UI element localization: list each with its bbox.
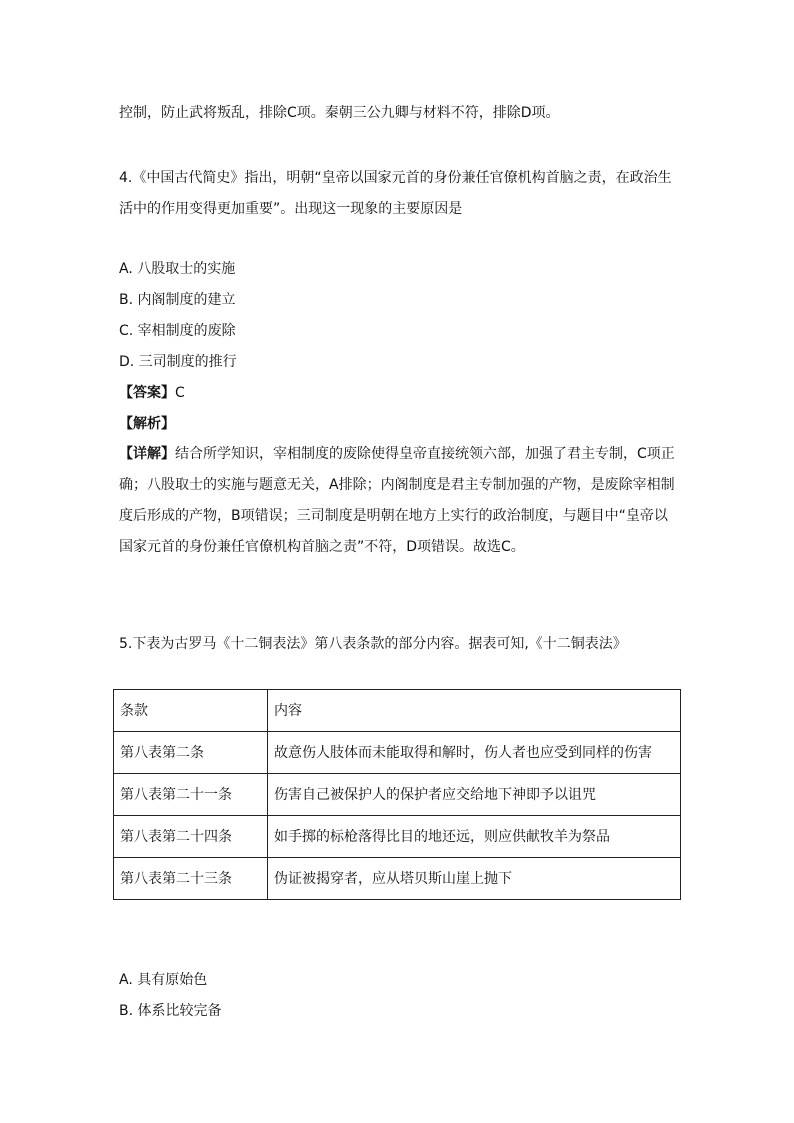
- question-4-option-d: D. 三司制度的推行: [119, 354, 237, 370]
- header-clause: 条款: [114, 690, 268, 732]
- content-cell: 伪证被揭穿者，应从塔贝斯山崖上抛下: [268, 858, 681, 900]
- detail-label: 【详解】: [119, 446, 175, 462]
- question-4-stem: 4.《中国古代简史》指出，明朝“皇帝以国家元首的身份兼任官僚机构首脑之责，在政治生活中的作用变得更加重要”。出现这一现象的主要原因是: [119, 170, 672, 217]
- analysis-label-text: 【解析】: [119, 416, 175, 432]
- clauses-table: [113, 689, 681, 900]
- question-5-stem: 5.下表为古罗马《十二铜表法》第八表条款的部分内容。据表可知,《十二铜表法》: [119, 636, 627, 652]
- detail-text: 结合所学知识，宰相制度的废除使得皇帝直接统领六部，加强了君主专制，C项正确；八股取士的实施与题意无关，A排除；内阁制度是君主专制加强的产物，是废除宰相制度后形成的产物，B项错误；三司制度是明朝在地方上实行的政治制度，与题目中“皇帝以国家元首的身份兼任官僚机构首脑之责”不符，D项错误。故选C。: [119, 446, 675, 555]
- table-header-row: [114, 690, 681, 732]
- content-cell: 故意伤人肢体而未能取得和解时，伤人者也应受到同样的伤害: [268, 732, 681, 774]
- table-row: [114, 732, 681, 774]
- question-5-option-a: A. 具有原始色: [119, 972, 208, 988]
- question-4-option-a: A. 八股取士的实施: [119, 261, 236, 277]
- clause-cell: 第八表第二十四条: [114, 816, 268, 858]
- question-4-option-b: B. 内阁制度的建立: [119, 292, 236, 308]
- content-cell: 如手掷的标枪落得比目的地还远，则应供献牧羊为祭品: [268, 816, 681, 858]
- header-content: 内容: [268, 690, 681, 732]
- content-cell: 伤害自己被保护人的保护者应交给地下神即予以诅咒: [268, 774, 681, 816]
- table-row: [114, 774, 681, 816]
- clause-cell: 第八表第二十一条: [114, 774, 268, 816]
- clause-cell: 第八表第二条: [114, 732, 268, 774]
- table-row: [114, 858, 681, 900]
- table-row: [114, 816, 681, 858]
- clause-cell: 第八表第二十三条: [114, 858, 268, 900]
- answer-label: 【答案】: [119, 385, 175, 401]
- question-5-option-b: B. 体系比较完备: [119, 1003, 222, 1019]
- answer-line: [119, 383, 185, 403]
- previous-answer-tail: 控制，防止武将叛乱，排除C项。秦朝三公九卿与材料不符，排除D项。: [119, 105, 560, 121]
- answer-value: C: [175, 385, 185, 401]
- question-4-option-c: C. 宰相制度的废除: [119, 323, 236, 339]
- detail-paragraph: [119, 439, 681, 563]
- analysis-label: [119, 414, 175, 434]
